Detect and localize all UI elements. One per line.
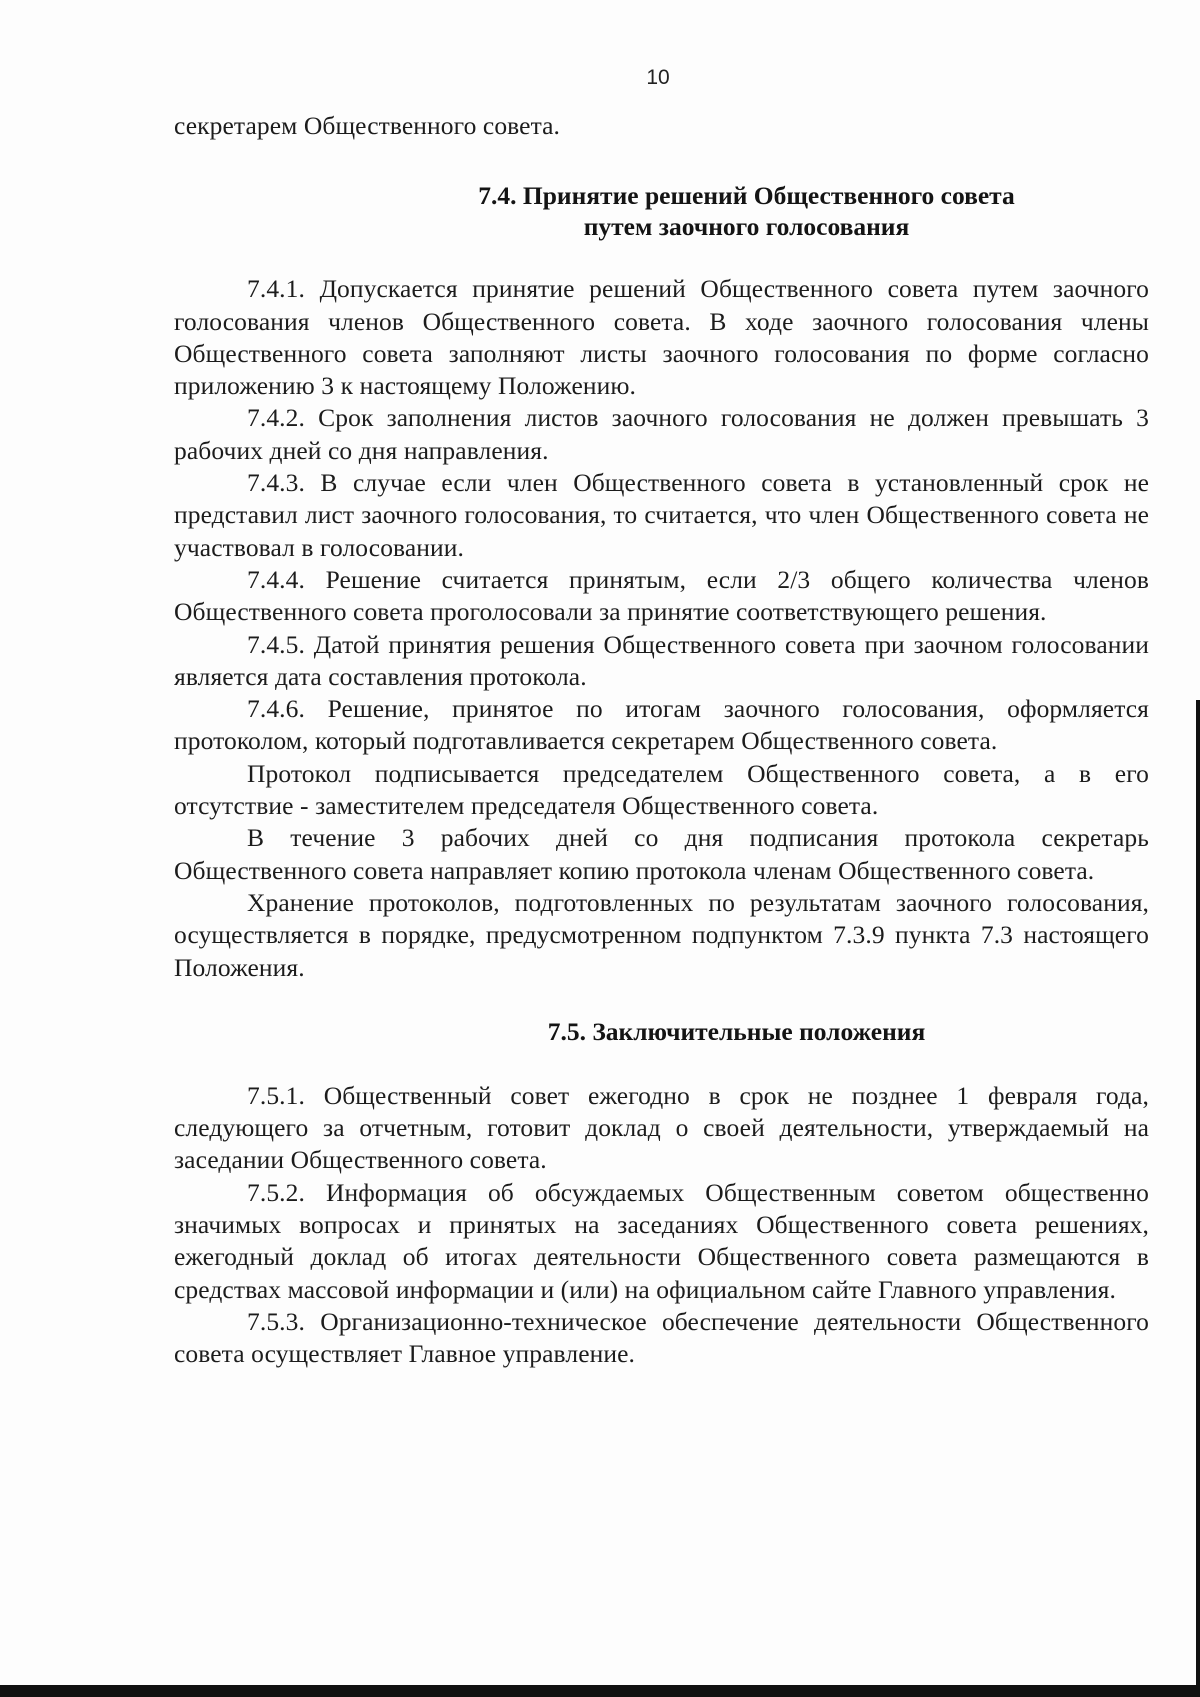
paragraph-7-4-2: 7.4.2. Срок заполнения листов заочного голосования не должен превышать 3 рабочих дней со дня направления. — [174, 403, 1149, 465]
page-number: 10 — [646, 66, 670, 89]
document-body — [174, 110, 1149, 1371]
paragraph-protocol-signing: Протокол подписывается председателем Общественного совета, а в его отсутствие - заместителем председателя Общественного совета. — [174, 758, 1149, 821]
section-7-4-heading — [174, 180, 1149, 242]
paragraph-7-4-1: 7.4.1. Допускается принятие решений Общественного совета путем заочного голосования членов Общественного совета. В ходе заочного голосования члены Общественного совета заполняют листы заочного голосования по форме согласно приложению 3 к настоящему Положению. — [174, 274, 1149, 401]
paragraph-7-4-5: 7.4.5. Датой принятия решения Общественного совета при заочном голосовании является дата составления протокола. — [174, 629, 1149, 691]
intro-text: секретарем Общественного совета. — [174, 111, 561, 140]
scan-edge-bottom — [0, 1685, 1200, 1697]
paragraph-7-4-3: 7.4.3. В случае если член Общественного совета в установленный срок не представил лист заочного голосования, то считается, что член Общественного совета не участвовал в голосовании. — [174, 468, 1149, 562]
paragraph-protocol-sending: В течение 3 рабочих дней со дня подписания протокола секретарь Общественного совета направляет копию протокола членам Общественного совета. — [174, 823, 1149, 885]
paragraph-protocol-storage: Хранение протоколов, подготовленных по результатам заочного голосования, осуществляется в порядке, предусмотренном подпунктом 7.3.9 пункта 7.3 настоящего Положения. — [174, 887, 1149, 982]
scan-edge-right — [1196, 700, 1200, 1697]
section-7-5-heading: 7.5. Заключительные положения — [547, 1016, 926, 1046]
paragraph-7-5-1: 7.5.1. Общественный совет ежегодно в срок не позднее 1 февраля года, следующего за отчетным, готовит доклад о своей деятельности, утверждаемый на заседании Общественного совета. — [174, 1080, 1149, 1175]
paragraph-7-4-4: 7.4.4. Решение считается принятым, если 2/3 общего количества членов Общественного совета проголосовали за принятие соответствующего решения. — [174, 564, 1149, 627]
section-7-4-heading-line2: путем заочного голосования — [583, 212, 910, 242]
paragraph-7-4-6: 7.4.6. Решение, принятое по итогам заочного голосования, оформляется протоколом, который подготавливается секретарем Общественного совета. — [174, 694, 1149, 756]
paragraph-7-5-3: 7.5.3. Организационно-техническое обеспечение деятельности Общественного совета осуществляет Главное управление. — [174, 1306, 1149, 1369]
section-7-4-heading-line1: 7.4. Принятие решений Общественного совета — [478, 181, 1015, 211]
paragraph-7-5-2: 7.5.2. Информация об обсуждаемых Общественным советом общественно значимых вопросах и принятых на заседаниях Общественного совета решениях, ежегодный доклад об итогах деятельности Общественного совета размещаются в средствах массовой информации и (или) на официальном сайте Главного управления. — [174, 1177, 1149, 1304]
